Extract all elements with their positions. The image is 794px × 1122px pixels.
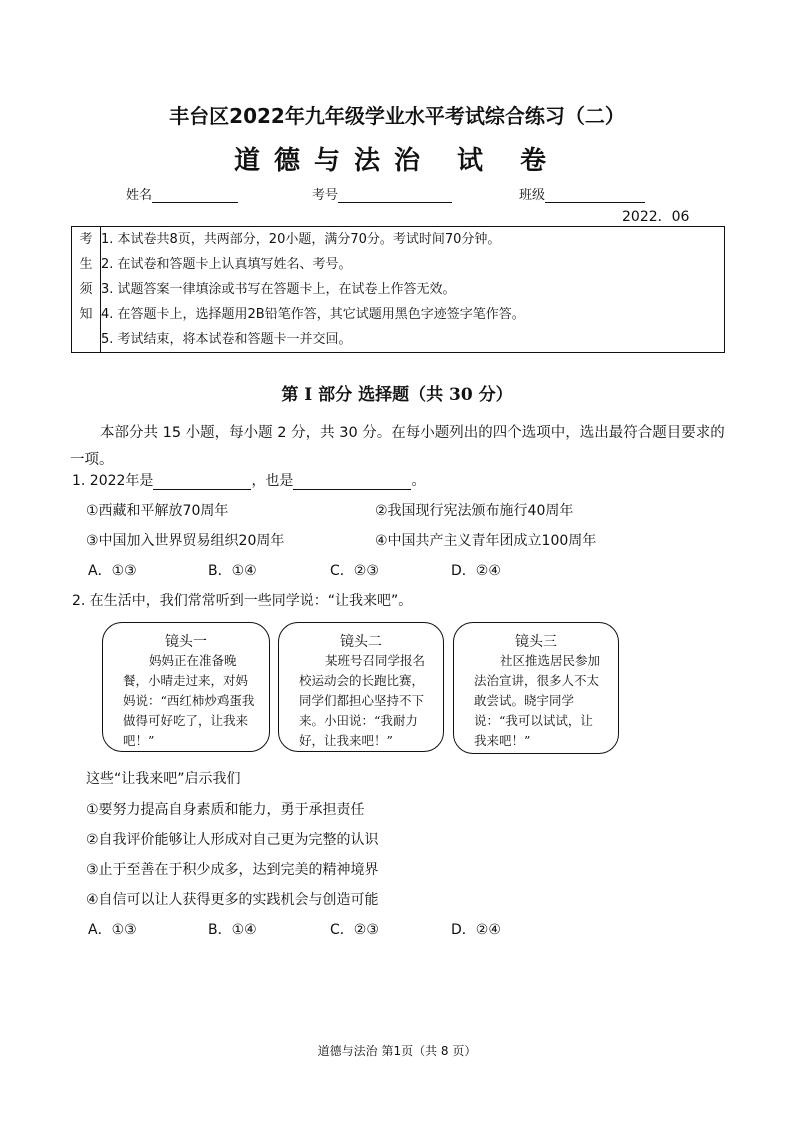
q2-choice-c[interactable]: C．②③ <box>330 922 379 938</box>
q1-blank-1[interactable] <box>153 475 251 490</box>
q1-choice-c[interactable]: C．②③ <box>330 563 379 579</box>
notice-side-char: 生 <box>79 257 93 272</box>
q1-stem <box>72 470 425 490</box>
q1-stem-a: 1. 2022年是 <box>72 473 154 489</box>
notice-side-label <box>72 227 101 353</box>
q2-prompt: 这些“让我来吧”启示我们 <box>86 771 241 787</box>
section-title: 第 I 部分 选择题（共 30 分） <box>281 385 513 405</box>
q2-item: ③止于至善在于积少成多，达到完美的精神境界 <box>86 862 379 878</box>
section-intro: 本部分共 15 小题，每小题 2 分，共 30 分。在每小题列出的四个选项中，选出最符合题目要求的一项。 <box>70 425 725 468</box>
q1-item: ②我国现行宪法颁布施行40周年 <box>375 503 574 519</box>
page-footer: 道德与法治 第1页（共 8 页） <box>317 1044 477 1058</box>
notice-side-char: 考 <box>79 232 93 247</box>
notice-items <box>101 227 725 353</box>
exam-date: 2022．06 <box>622 209 690 225</box>
scenario-box-2 <box>278 622 444 752</box>
id-blank[interactable] <box>338 188 452 203</box>
notice-item: 2. 在试卷和答题卡上认真填写姓名、考号。 <box>101 257 352 272</box>
scenario-text: 某班号召同学报名校运动会的长跑比赛，同学们都担心坚持不下来。小田说：“我耐力好，让我来吧！” <box>299 653 426 748</box>
notice-item: 3. 试题答案一律填涂或书写在答题卡上，在试卷上作答无效。 <box>101 282 456 297</box>
q2-choice-d[interactable]: D．②④ <box>451 922 501 938</box>
notice-item: 1. 本试卷共8页，共两部分，20小题，满分70分。考试时间70分钟。 <box>101 232 501 247</box>
q1-choice-b[interactable]: B．①④ <box>208 563 257 579</box>
class-blank[interactable] <box>545 188 645 203</box>
notice-side-char: 知 <box>79 307 93 322</box>
q2-item: ④自信可以让人获得更多的实践机会与创造可能 <box>86 892 379 908</box>
q2-item: ①要努力提高自身素质和能力，勇于承担责任 <box>86 802 365 818</box>
q1-item: ①西藏和平解放70周年 <box>86 503 229 519</box>
scenario-box-3 <box>453 622 619 754</box>
id-field <box>312 184 452 203</box>
scenario-title: 镜头二 <box>340 634 382 650</box>
q2-choice-b[interactable]: B．①④ <box>208 922 257 938</box>
notice-item: 4. 在答题卡上，选择题用2B铅笔作答，其它试题用黑色字迹签字笔作答。 <box>101 307 525 322</box>
q1-item: ④中国共产主义青年团成立100周年 <box>375 533 597 549</box>
q1-stem-c: 。 <box>411 473 426 489</box>
scenario-text: 社区推选居民参加法治宣讲，很多人不太敢尝试。晓宇同学说：“我可以试试，让我来吧！” <box>474 653 601 748</box>
q1-stem-b: ，也是 <box>251 473 294 489</box>
notice-side-char: 须 <box>79 282 93 297</box>
q2-item: ②自我评价能够让人形成对自己更为完整的认识 <box>86 832 379 848</box>
scenario-title: 镜头三 <box>515 634 557 650</box>
q1-choice-a[interactable]: A．①③ <box>88 563 137 579</box>
q2-stem: 2. 在生活中，我们常常听到一些同学说：“让我来吧”。 <box>72 593 413 609</box>
name-field <box>126 184 238 203</box>
exam-subtitle: 道德与法治 试 卷 <box>233 146 561 176</box>
name-label: 姓名 <box>126 188 153 203</box>
class-label: 班级 <box>519 188 546 203</box>
scenario-title: 镜头一 <box>165 634 207 650</box>
q2-choice-a[interactable]: A．①③ <box>88 922 137 938</box>
q1-blank-2[interactable] <box>293 475 411 490</box>
class-field <box>519 184 645 203</box>
notice-table <box>71 226 725 353</box>
scenario-text: 妈妈正在准备晚餐，小晴走过来，对妈妈说：“西红柿炒鸡蛋我做得可好吃了，让我来吧！” <box>123 653 255 748</box>
q1-item: ③中国加入世界贸易组织20周年 <box>86 533 285 549</box>
q1-choice-d[interactable]: D．②④ <box>451 563 501 579</box>
scenario-box-1 <box>102 622 270 752</box>
name-blank[interactable] <box>152 188 238 203</box>
notice-item: 5. 考试结束，将本试卷和答题卡一并交回。 <box>101 332 352 347</box>
id-label: 考号 <box>312 188 339 203</box>
exam-title: 丰台区2022年九年级学业水平考试综合练习（二） <box>169 104 625 128</box>
